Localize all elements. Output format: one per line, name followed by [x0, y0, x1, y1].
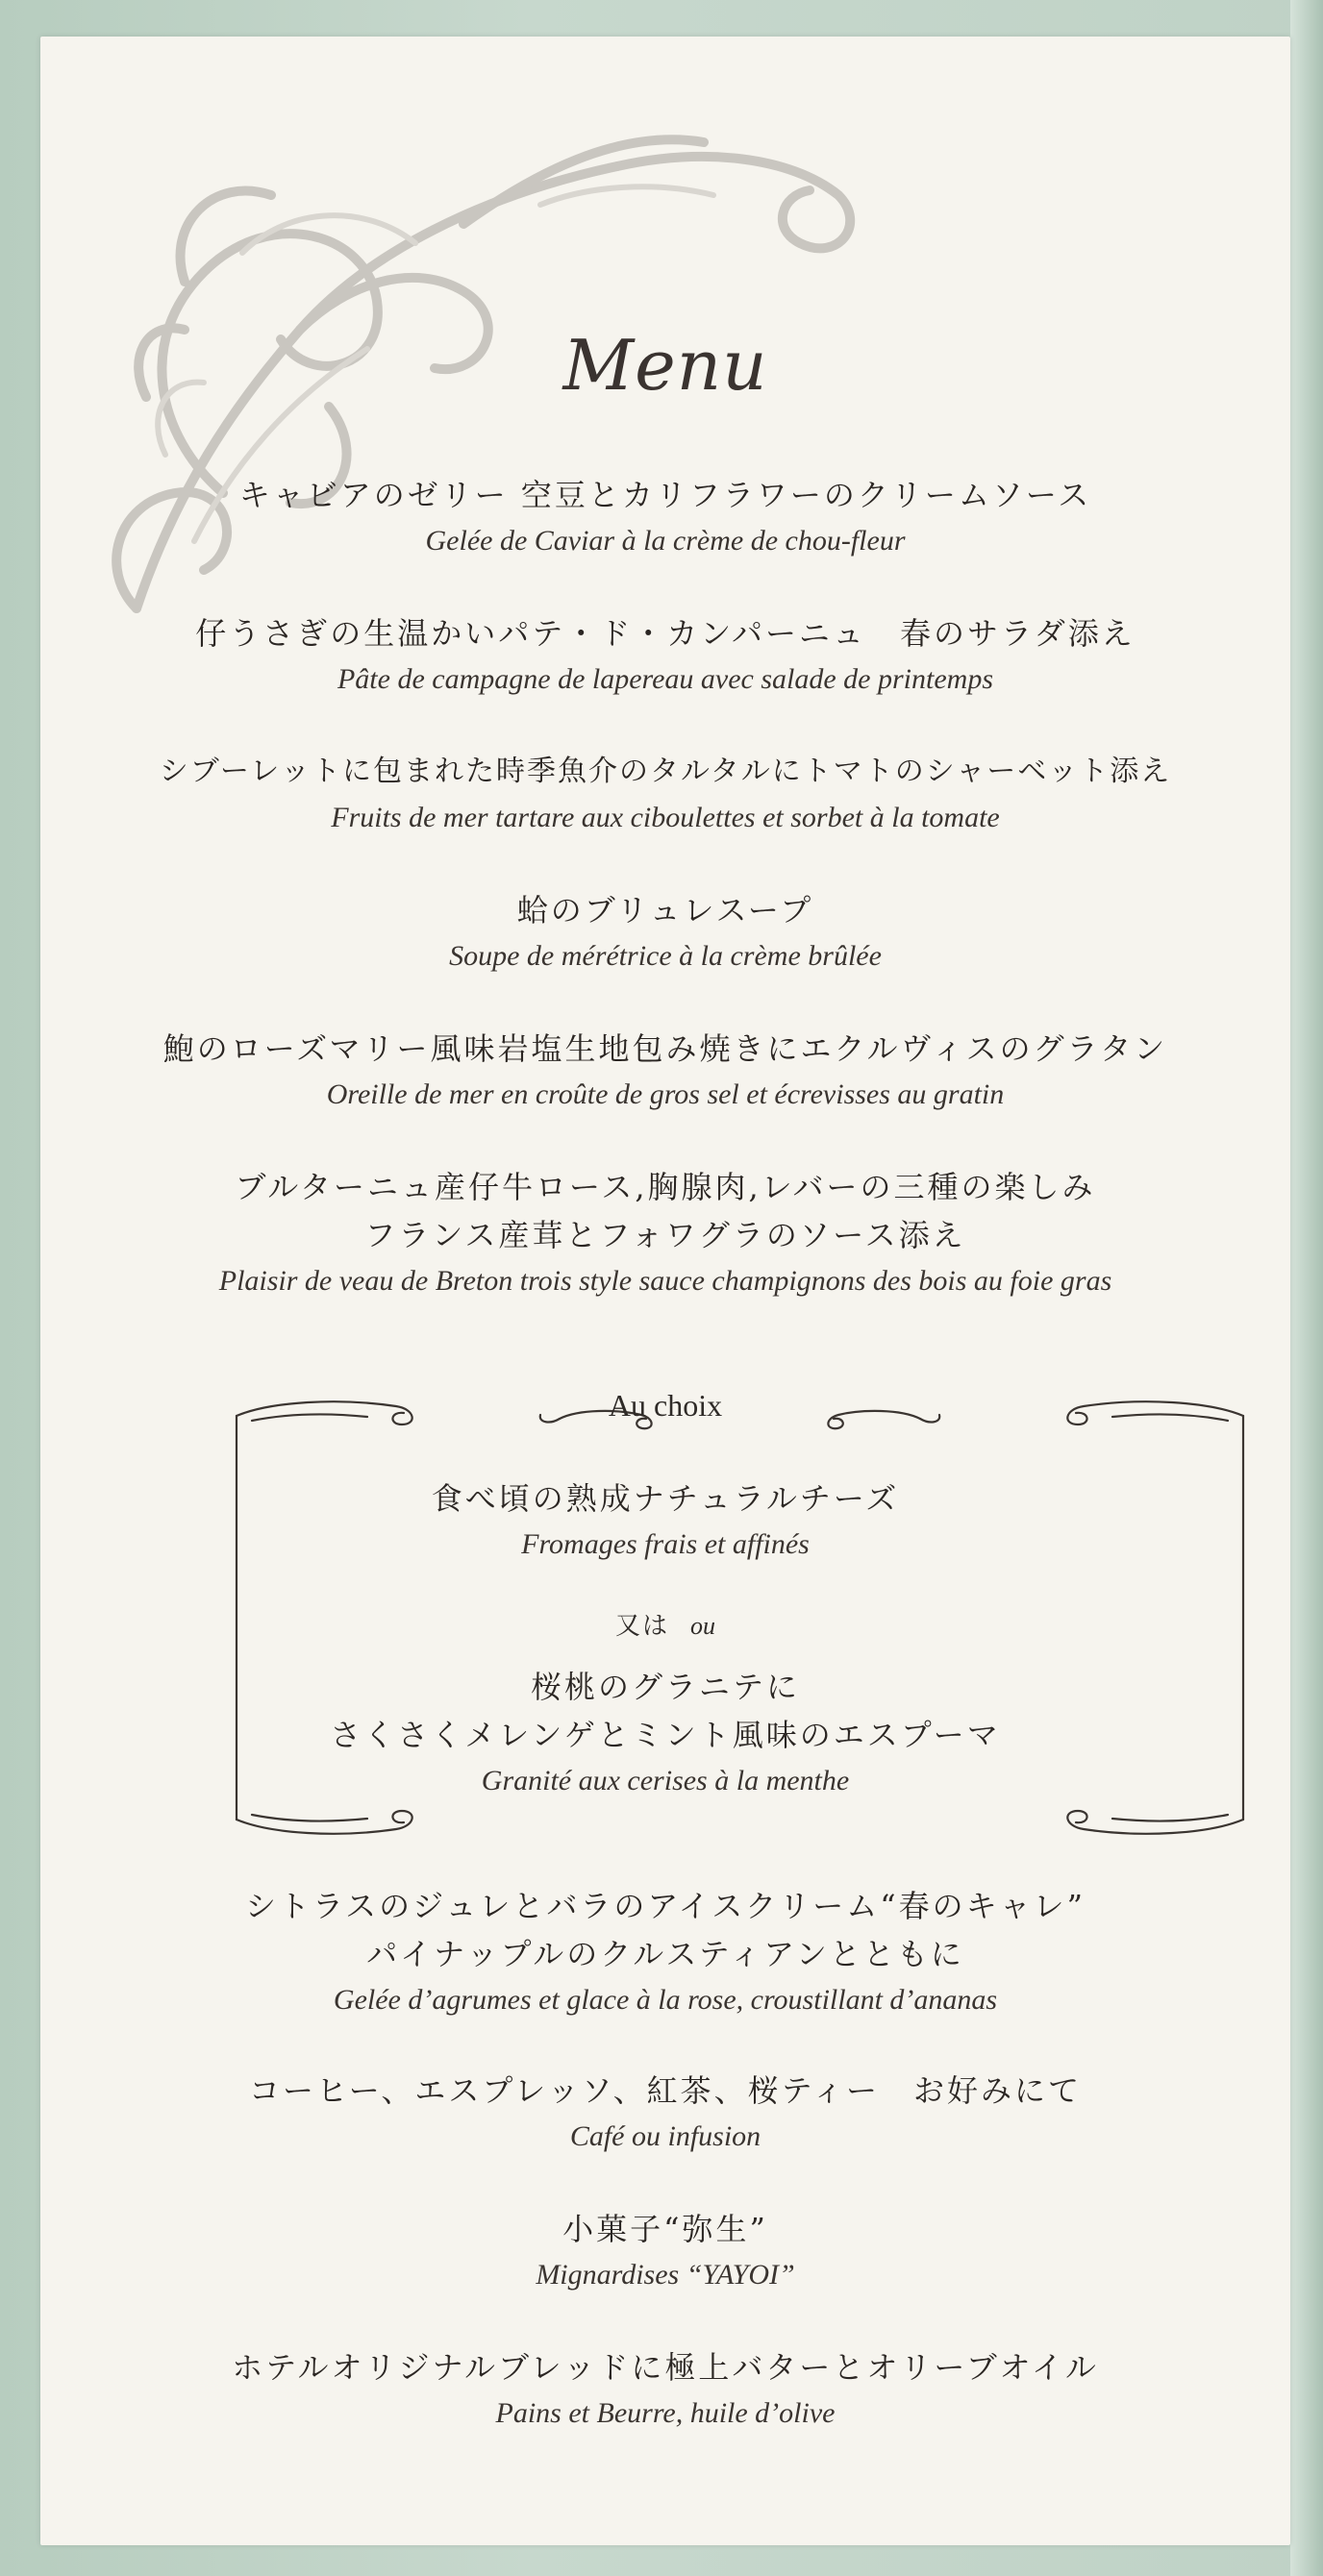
dessert-4-bread [40, 2343, 1290, 2436]
course-5 [40, 1025, 1290, 1117]
course-3-japanese: シブーレットに包まれた時季魚介のタルタルにトマトのシャーベット添え [159, 755, 1172, 788]
menu-title: Menu [562, 325, 768, 406]
beverages-french: Café ou infusion [569, 2120, 761, 2152]
course-4-french: Soupe de mérétrice à la crème brûlée [449, 940, 882, 972]
course-6-japanese-line-2: フランス産茸とフォワグラのソース添え [364, 1217, 966, 1253]
course-4-japanese: 蛤のブリュレスープ [516, 892, 814, 929]
choice-option-granite [40, 1663, 1290, 1803]
bread-french: Pains et Beurre, huile d’olive [495, 2397, 836, 2429]
course-6 [40, 1163, 1290, 1303]
choice-granite-japanese-line-2: さくさくメレンゲとミント風味のエスプーマ [330, 1717, 1001, 1753]
course-6-japanese-line-1: ブルターニュ産仔牛ロース,胸腺肉,レバーの三種の楽しみ [235, 1169, 1096, 1205]
dessert-3-mignardises [40, 2205, 1290, 2297]
course-3-french: Fruits de mer tartare aux ciboulettes et sorbet à la tomate [331, 802, 1000, 833]
dessert-1-french: Gelée d’agrumes et glace à la rose, croustillant d’ananas [333, 1984, 998, 2016]
bread-japanese: ホテルオリジナルブレッドに極上バターとオリーブオイル [232, 2349, 1099, 2386]
choice-cheese-french: Fromages frais et affinés [521, 1528, 810, 1560]
course-1-japanese: キャビアのゼリー 空豆とカリフラワーのクリームソース [238, 477, 1092, 513]
course-5-french: Oreille de mer en croûte de gros sel et écrevisses au gratin [326, 1078, 1005, 1110]
menu-cover-edge [1290, 0, 1323, 2576]
choice-granite-french: Granité aux cerises à la menthe [481, 1765, 850, 1796]
course-5-japanese: 鮑のローズマリー風味岩塩生地包み焼きにエクルヴィスのグラタン [162, 1030, 1168, 1067]
course-2-french: Pâte de campagne de lapereau avec salade de printemps [337, 663, 994, 695]
au-choix-heading: Au choix [608, 1388, 723, 1423]
mignardises-french: Mignardises “YAYOI” [536, 2259, 795, 2291]
course-2-japanese: 仔うさぎの生温かいパテ・ド・カンパーニュ 春のサラダ添え [195, 615, 1136, 652]
course-1 [40, 471, 1290, 563]
or-japanese: 又は [614, 1612, 669, 1641]
or-french: ou [690, 1612, 715, 1640]
dessert-1-japanese-line-1: シトラスのジュレとバラのアイスクリーム“春のキャレ” [245, 1888, 1086, 1924]
choice-option-cheese [40, 1474, 1290, 1567]
course-2 [40, 609, 1290, 702]
mignardises-japanese: 小菓子“弥生” [562, 2211, 768, 2247]
choice-cheese-japanese: 食べ頃の熟成ナチュラルチーズ [431, 1480, 900, 1517]
course-4 [40, 886, 1290, 978]
dessert-2-beverages [40, 2067, 1290, 2159]
choice-or-separator [40, 1606, 1290, 1642]
course-3 [40, 748, 1290, 840]
dessert-1 [40, 1882, 1290, 2022]
menu-card [40, 37, 1290, 2545]
course-1-french: Gelée de Caviar à la crème de chou-fleur [425, 525, 906, 557]
beverages-japanese: コーヒー、エスプレッソ、紅茶、桜ティー お好みにて [248, 2072, 1083, 2109]
dessert-1-japanese-line-2: パイナップルのクルスティアンとともに [366, 1936, 964, 1972]
course-6-french: Plaisir de veau de Breton trois style sauce champignons des bois au foie gras [218, 1265, 1112, 1297]
choice-granite-japanese-line-1: 桜桃のグラニテに [530, 1669, 800, 1705]
